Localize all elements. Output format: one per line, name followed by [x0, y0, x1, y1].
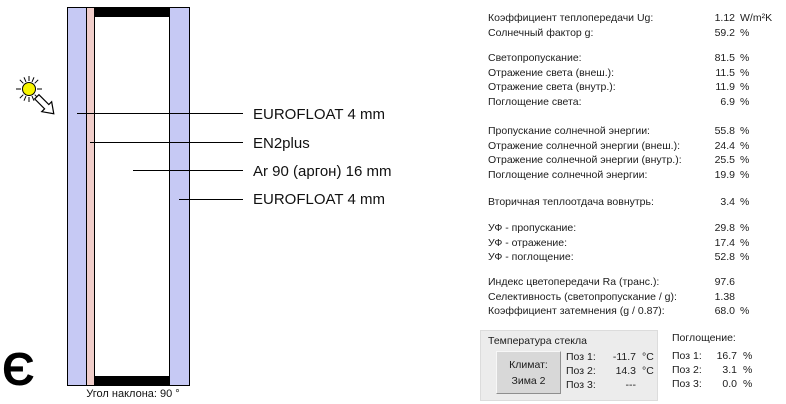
glass-temperature-panel	[480, 330, 658, 401]
position-label: Поз 3:	[566, 378, 596, 391]
property-unit: %	[740, 52, 750, 64]
callout-line-inner-glass	[179, 199, 243, 200]
glass-temperature-title: Температура стекла	[488, 335, 587, 347]
property-row	[488, 236, 786, 251]
property-row	[488, 195, 786, 210]
property-unit: %	[740, 139, 750, 152]
property-row	[488, 168, 786, 183]
absorption-panel	[672, 331, 784, 390]
property-label: Светопропускание:	[488, 52, 582, 64]
property-row	[488, 51, 786, 66]
temperature-value: 14.3	[615, 364, 636, 377]
property-value: 59.2	[714, 26, 735, 39]
position-label: Поз 1:	[672, 350, 702, 362]
property-unit: %	[740, 95, 750, 108]
property-unit: %	[740, 196, 750, 208]
property-unit: W/m²K	[740, 12, 773, 24]
property-label: УФ - отражение:	[488, 236, 568, 249]
property-value: 25.5	[714, 154, 735, 166]
spacer-bottom-bar	[95, 376, 170, 386]
property-label: Отражение солнечной энергии (внутр.):	[488, 154, 682, 166]
property-label: Селективность (светопропускание / g):	[488, 290, 677, 303]
property-value: 6.9	[720, 95, 735, 108]
property-row	[488, 95, 786, 110]
property-row	[488, 153, 786, 168]
property-group-thermal	[488, 11, 786, 40]
property-row	[488, 275, 786, 290]
property-row	[488, 139, 786, 154]
absorption-row	[672, 364, 752, 378]
property-row	[488, 80, 786, 95]
sun-direction-arrow-icon	[33, 93, 63, 123]
spacer-top-bar	[95, 7, 170, 17]
property-unit: %	[740, 125, 750, 137]
climate-button-value: Зима 2	[511, 374, 546, 387]
tilt-angle-caption: Угол наклона: 90 °	[86, 388, 180, 400]
property-label: Отражение солнечной энергии (внеш.):	[488, 139, 681, 152]
position-label: Поз 2:	[672, 363, 702, 376]
absorption-unit: %	[743, 363, 753, 376]
property-value: 3.4	[720, 196, 735, 208]
property-row	[488, 124, 786, 139]
absorption-value: 16.7	[716, 350, 737, 362]
property-group-solar	[488, 124, 786, 182]
property-value: 19.9	[714, 168, 735, 181]
absorption-row	[672, 350, 752, 364]
ce-mark: Є	[2, 343, 35, 395]
property-row	[488, 250, 786, 265]
absorption-unit: %	[743, 350, 753, 362]
property-unit: %	[740, 154, 750, 166]
property-row	[488, 66, 786, 81]
property-unit: %	[740, 81, 750, 93]
position-label: Поз 3:	[672, 377, 702, 390]
climate-button[interactable]	[496, 351, 561, 394]
climate-button-label: Климат:	[509, 358, 548, 371]
property-label: Отражение света (внеш.):	[488, 66, 615, 79]
property-value: 11.9	[715, 81, 735, 93]
property-value: 55.8	[714, 125, 735, 137]
property-label: Поглощение солнечной энергии:	[488, 168, 648, 181]
property-label: УФ - пропускание:	[488, 222, 577, 234]
property-unit: %	[740, 305, 750, 317]
temperature-value: ---	[625, 378, 636, 391]
property-unit: %	[740, 168, 750, 181]
temperature-row	[566, 365, 654, 379]
layer-label-outer-glass: EUROFLOAT 4 mm	[253, 106, 385, 123]
callout-line-outer-glass	[77, 113, 243, 114]
coating-layer	[86, 7, 95, 386]
absorption-rows	[672, 350, 752, 391]
property-label: Солнечный фактор g:	[488, 26, 594, 39]
property-label: Индекс цветопередачи Ra (транс.):	[488, 276, 660, 288]
position-label: Поз 1:	[566, 351, 596, 363]
property-value: 11.5	[715, 66, 735, 79]
property-value: 1.38	[714, 290, 735, 303]
temperature-row	[566, 351, 654, 365]
property-row	[488, 221, 786, 236]
temperature-unit: °C	[642, 364, 654, 377]
property-label: Пропускание солнечной энергии:	[488, 125, 650, 137]
property-unit: %	[740, 251, 750, 263]
temperature-unit: °C	[642, 351, 654, 363]
property-group-secondary-heat	[488, 195, 786, 210]
outer-glass-pane	[67, 7, 87, 386]
property-unit: %	[740, 66, 750, 79]
property-value: 52.8	[714, 251, 735, 263]
property-label: Поглощение света:	[488, 95, 582, 108]
temperature-row	[566, 379, 654, 393]
inner-glass-pane	[169, 7, 190, 386]
temperature-rows	[566, 351, 654, 392]
property-unit: %	[740, 26, 750, 39]
property-value: 29.8	[714, 222, 735, 234]
property-unit: %	[740, 222, 750, 234]
property-group-uv	[488, 221, 786, 265]
property-unit: %	[740, 236, 750, 249]
property-value: 68.0	[714, 305, 735, 317]
property-label: Вторичная теплоотдача вовнутрь:	[488, 196, 654, 208]
property-row	[488, 304, 786, 319]
property-value: 17.4	[714, 236, 735, 249]
property-row	[488, 26, 786, 41]
property-label: Коэффициент затемнения (g / 0.87):	[488, 305, 665, 317]
temperature-value: -11.7	[612, 351, 636, 363]
position-label: Поз 2:	[566, 364, 596, 377]
absorption-row	[672, 378, 752, 392]
callout-line-coating	[90, 142, 243, 143]
property-row	[488, 11, 786, 26]
layer-label-inner-glass: EUROFLOAT 4 mm	[253, 191, 385, 208]
property-label: Отражение света (внутр.):	[488, 81, 616, 93]
absorption-value: 0.0	[722, 377, 737, 390]
absorption-title: Поглощение:	[672, 332, 736, 344]
absorption-unit: %	[743, 377, 753, 390]
property-value: 97.6	[714, 276, 735, 288]
property-value: 24.4	[714, 139, 735, 152]
property-value: 1.12	[714, 12, 735, 24]
property-label: УФ - поглощение:	[488, 251, 574, 263]
property-value: 81.5	[714, 52, 735, 64]
layer-label-coating: EN2plus	[253, 135, 310, 152]
property-group-light	[488, 51, 786, 109]
layer-label-gas-gap: Ar 90 (аргон) 16 mm	[253, 163, 392, 180]
property-label: Коэффициент теплопередачи Ug:	[488, 12, 654, 24]
property-row	[488, 290, 786, 305]
absorption-value: 3.1	[722, 363, 737, 376]
callout-line-gas-gap	[133, 170, 243, 171]
property-group-indices	[488, 275, 786, 319]
